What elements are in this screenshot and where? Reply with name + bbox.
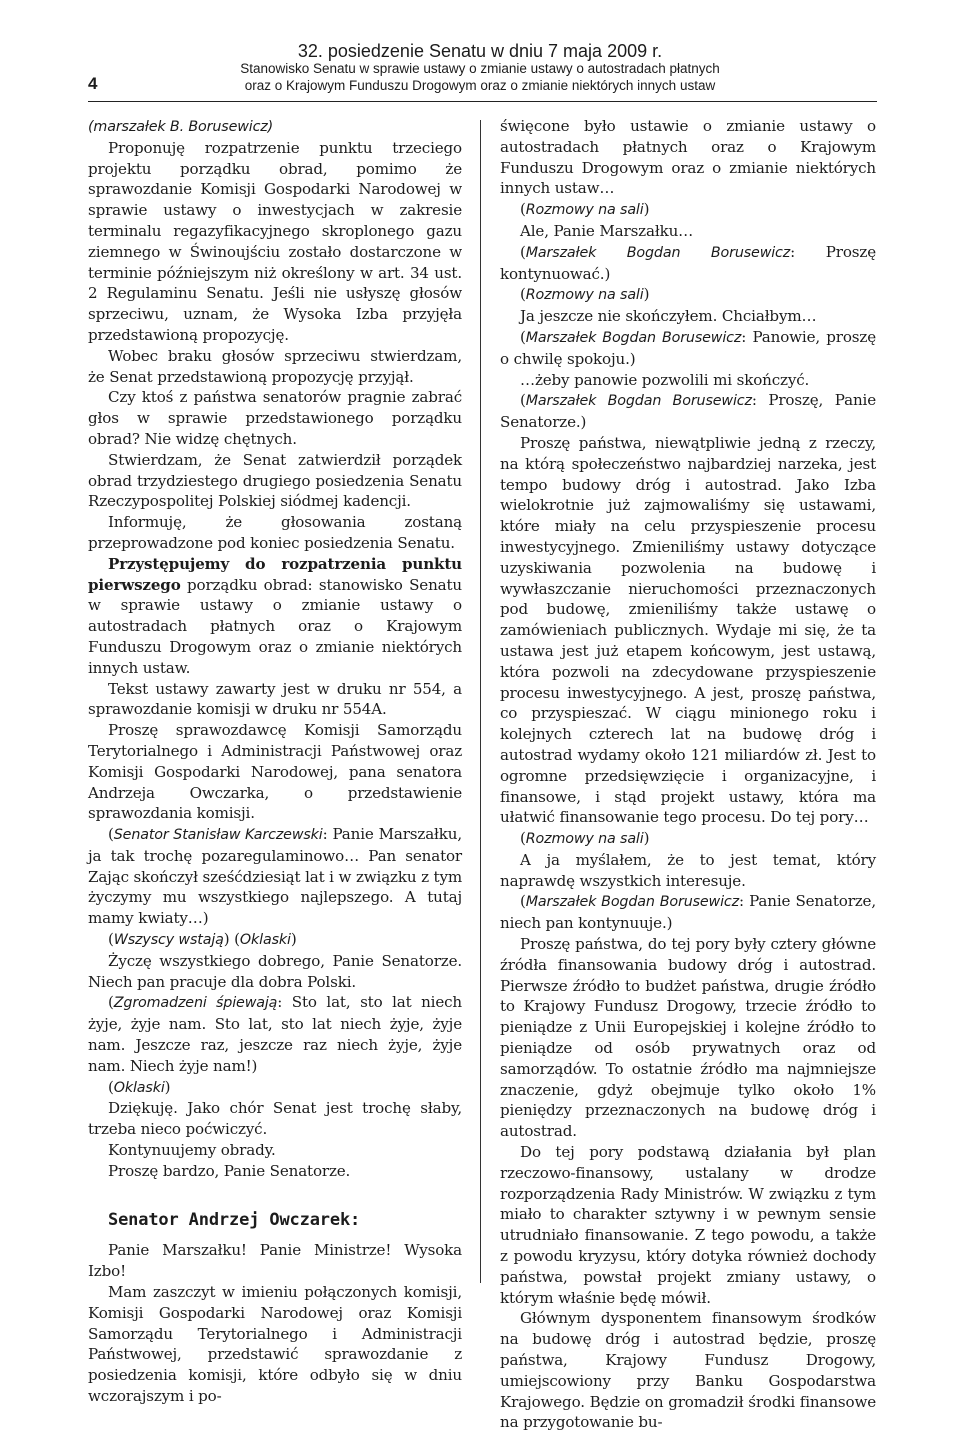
paragraph: Czy ktoś z państwa senatorów pragnie zabrać głos w sprawie przedstawionego porządku obrad? Nie widzę chętnych. <box>88 388 462 448</box>
session-title: 32. posiedzenie Senatu w dniu 7 maja 2009 r. <box>297 41 663 61</box>
page-header <box>0 0 960 120</box>
paragraph: (Zgromadzeni śpiewają: Sto lat, sto lat niech żyje, żyje nam. Sto lat, sto lat niech żyje, żyje nam. Jeszcze raz, jeszcze raz niech żyje, żyje nam. Niech żyje nam!) <box>88 993 462 1075</box>
paragraph: Panie Marszałku! Panie Ministrze! Wysoka Izbo! <box>88 1241 462 1281</box>
stage-direction: (Oklaski) <box>108 1077 171 1096</box>
paragraph: Przystępujemy do rozpatrzenia punktu pierwszego porządku obrad: stanowisko Senatu w sprawie ustawy o zmianie ustawy o autostradach płatnych oraz o Krajowym Funduszu Drogowym oraz o zmianie niektórych innych ustaw. <box>88 554 462 677</box>
page-number: 4 <box>88 74 98 93</box>
paragraph: Proponuję rozpatrzenie punktu trzeciego projektu porządku obrad, pomimo że sprawozdanie Komisji Gospodarki Narodowej w sprawie ustawy o inwestycjach w zakresie terminalu regazyfikacyjnego skroplonego gazu ziemnego w Świnoujściu zostało dostarczone w terminie późniejszym niż określony w art. 34 ust. 2 Regulaminu Senatu. Jeśli nie usłyszę głosów sprzeciwu, uznam, że Wysoka Izba przyjęła przedstawioną propozycję. <box>88 138 462 344</box>
paragraph: Ja jeszcze nie skończyłem. Chciałbym… <box>520 307 817 326</box>
paragraph: …żeby panowie pozwolili mi skończyć. <box>520 370 810 389</box>
paragraph: Tekst ustawy zawarty jest w druku nr 554, a sprawozdanie komisji w druku nr 554A. <box>88 679 462 719</box>
column-divider <box>480 120 481 1283</box>
agenda-subtitle-line2: oraz o Krajowym Funduszu Drogowym oraz o zmianie niektórych innych ustaw <box>244 78 716 93</box>
header-rule <box>88 101 877 102</box>
paragraph: A ja myślałem, że to jest temat, który naprawdę wszystkich interesuje. <box>500 850 876 890</box>
paragraph: Życzę wszystkiego dobrego, Panie Senatorze. Niech pan pracuje dla dobra Polski. <box>88 951 462 991</box>
speaker-heading: Senator Andrzej Owczarek: <box>108 1209 361 1230</box>
paragraph: Mam zaszczyt w imieniu połączonych komisji, Komisji Gospodarki Narodowej oraz Komisji Samorządu Terytorialnego i Administracji Państwowej, przedstawić sprawozdanie z posiedzenia komisji, które odbyło się w dniu wczorajszym i po- <box>88 1283 462 1406</box>
paragraph: Proszę sprawozdawcę Komisji Samorządu Terytorialnego i Administracji Państwowej oraz Komisji Gospodarki Narodowej, pana senatora Andrzeja Owczarka, o przedstawienie sprawozdania komisji. <box>88 721 462 823</box>
paragraph: Głównym dysponentem finansowym środków na budowę dróg i autostrad będzie, proszę państwa, Krajowy Fundusz Drogowy, umiejscowiony przy Banku Gospodarstwa Krajowego. Będzie on gromadził środki finansowe na przygotowanie bu- <box>500 1309 876 1432</box>
paragraph: Informuję, że głosowania zostaną przeprowadzone pod koniec posiedzenia Senatu. <box>88 513 462 552</box>
stage-direction: (Rozmowy na sali) <box>520 829 650 848</box>
paragraph: święcone było ustawie o zmianie ustawy o autostradach płatnych oraz o Krajowym Funduszu Drogowym oraz o zmianie niektórych innych ustaw… <box>500 117 876 198</box>
paragraph: Stwierdzam, że Senat zatwierdził porządek obrad trzydziestego drugiego posiedzenia Senatu Rzeczypospolitej Polskiej siódmej kadencji. <box>88 450 462 511</box>
agenda-subtitle-line1: Stanowisko Senatu w sprawie ustawy o zmianie ustawy o autostradach płatnych <box>240 61 720 76</box>
paragraph: Proszę bardzo, Panie Senatorze. <box>108 1161 351 1180</box>
paragraph: Do tej pory podstawą działania był plan rzeczowo-finansowy, ustalany w drodze rozporządzenia Rady Ministrów. W związku z tym miało to charakter sztywny i w pewnym sensie utrudniało finansowanie. Z tego powodu, a także z powodu kryzysu, który dotyka również dochody państwa, powstał projekt zmiany ustawy, o którym właśnie będę mówił. <box>500 1143 876 1307</box>
paragraph: (Marszałek Bogdan Borusewicz: Proszę kontynuować.) <box>500 242 876 283</box>
paragraph: Proszę państwa, niewątpliwie jedną z rzeczy, na którą społeczeństwo najbardziej narzeka, jest tempo budowy dróg i autostrad. Jako Izba wielokrotnie już zajmowaliśmy się ustawami, które miały na celu przyspieszenie procesu inwestycyjnego. Zmieniliśmy ustawy dotyczące uzyskiwania pozwolenia na budowę i wywłaszczanie nieruchomości przeznaczonych pod budowę, zmieniliśmy także ustawę o zamówieniach publicznych. Wydaje mi się, że ta ustawa jest już etapem końcowym, jest ustawą, która pozwoli na zdecydowane przyspieszenie procesu inwestycyjnego. A jest, proszę państwa, co przyspieszać. W ciągu minionego roku i kolejnych czterech lat na budowę dróg i autostrad wydamy około 121 miliardów zł. Jest to ogromne przedsięwzięcie i organizacyjne, i finansowe, i stąd projekt ustawy, która ma ułatwić finansowanie tego procesu. Do tej pory… <box>500 433 876 827</box>
paragraph: Ale, Panie Marszałku… <box>520 221 694 240</box>
paragraph: Wobec braku głosów sprzeciwu stwierdzam, że Senat przedstawioną propozycję przyjął. <box>88 346 462 386</box>
paragraph: Dziękuję. Jako chór Senat jest trochę słaby, trzeba nieco poćwiczyć. <box>88 1099 462 1139</box>
speaker-note: (marszałek B. Borusewicz) <box>88 119 274 135</box>
paragraph: (Marszałek Bogdan Borusewicz: Panie Senatorze, niech pan kontynuuje.) <box>500 892 876 933</box>
paragraph: (Marszałek Bogdan Borusewicz: Proszę, Panie Senatorze.) <box>500 391 876 432</box>
paragraph: Proszę państwa, do tej pory były cztery główne źródła finansowania budowy dróg i autostrad. Pierwsze źródło to budżet państwa, drugie źródło to Krajowy Fundusz Drogowy, trzecie źródło to pieniądze z Unii Europejskiej i kolejne źródło to pieniądze od osób prywatnych oraz od samorządów. To ostatnie źródło ma najmniejsze znaczenie, gdyż obejmuje tylko około 1% pieniędzy przeznaczonych na budowę dróg i autostrad. <box>500 935 876 1141</box>
stage-direction: (Rozmowy na sali) <box>520 200 650 219</box>
stage-direction: (Wszyscy wstają) (Oklaski) <box>108 930 297 949</box>
paragraph: Kontynuujemy obrady. <box>108 1141 276 1160</box>
agenda-point-emphasis: Przystępujemy do rozpatrzenia punktu pierwszego <box>88 554 462 594</box>
left-column <box>88 116 462 1407</box>
paragraph: (Senator Stanisław Karczewski: Panie Marszałku, ja tak trochę pozaregulaminowo… Pan senator Zając skończył sześćdziesiąt lat i w związku z tym życzymy mu wszystkiego najlepszego. A tutaj mamy kwiaty…) <box>88 825 462 928</box>
stage-direction: (Rozmowy na sali) <box>520 285 650 304</box>
paragraph: (Marszałek Bogdan Borusewicz: Panowie, proszę o chwilę spokoju.) <box>500 327 876 368</box>
right-column <box>500 116 876 1433</box>
